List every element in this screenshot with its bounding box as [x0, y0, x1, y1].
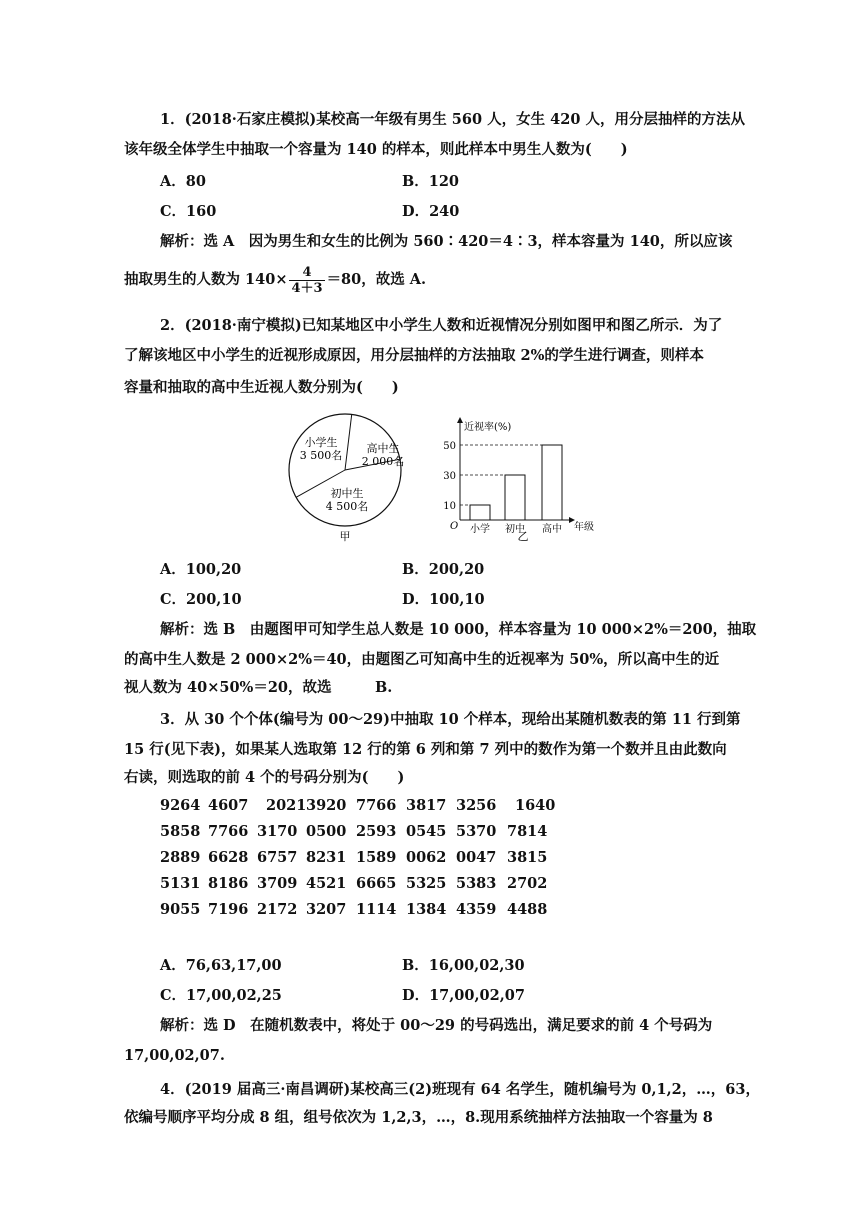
q3-line2: 15 行(见下表)，如果某人选取第 12 行的第 6 列和第 7 列中的数作为第一个数并且由此数向	[124, 741, 727, 758]
pie-label-high-count: 2 000名	[361, 455, 405, 468]
table-cell: 5858	[160, 823, 201, 840]
table-cell: 0047	[456, 849, 497, 866]
pie-slice-boundary	[345, 414, 352, 470]
pie-chart-jia	[285, 412, 415, 547]
q4-source: (2019 届高三·南昌调研)	[184, 1081, 351, 1098]
x-tick-label: 小学	[470, 524, 490, 535]
origin-label: O	[450, 521, 459, 532]
q2-line3: 容量和抽取的高中生近视人数分别为( )	[124, 379, 399, 396]
table-cell: 1640	[515, 797, 556, 814]
q3-option-a: A．76,63,17,00	[160, 957, 282, 974]
table-cell: 4488	[507, 901, 548, 918]
table-cell: 1384	[406, 901, 447, 918]
table-cell: 0500	[306, 823, 347, 840]
table-cell: 3207	[306, 901, 347, 918]
table-cell: 2593	[356, 823, 397, 840]
table-cell: 5131	[160, 875, 201, 892]
pie-label-primary-name: 小学生	[304, 436, 338, 449]
q3-line1	[160, 710, 741, 730]
q2-number: 2．	[160, 317, 185, 334]
q2-option-d: D．100,10	[402, 591, 485, 608]
bar-chart-yi	[432, 412, 612, 547]
q1-solution-line1	[160, 232, 732, 252]
table-cell: 4359	[456, 901, 497, 918]
table-cell: 2889	[160, 849, 201, 866]
table-cell: 9264	[160, 797, 201, 814]
q2-option-c: C．200,10	[160, 591, 242, 608]
table-cell: 1114	[356, 901, 397, 918]
q3-text1: 从 30 个个体(编号为 00～29)中抽取 10 个样本，现给出某随机数表的第 11 行到第	[184, 711, 741, 728]
q1-line1	[160, 110, 745, 130]
q1-line2: 该年级全体学生中抽取一个容量为 140 的样本，则此样本中男生人数为( )	[124, 141, 628, 158]
pie-label-middle-count: 4 500名	[325, 500, 369, 513]
table-cell: 3170	[257, 823, 298, 840]
table-cell: 5325	[406, 875, 447, 892]
y-tick-label: 10	[443, 501, 456, 512]
table-cell: 9055	[160, 901, 201, 918]
table-cell: 0545	[406, 823, 447, 840]
q3-solution1: 选 D 在随机数表中，将处于 00～29 的号码选出，满足要求的前 4 个号码为	[203, 1017, 713, 1034]
pie-caption: 甲	[339, 530, 351, 543]
q2-solution-line1	[160, 620, 756, 640]
q2-solution-line3: 视人数为 40×50%＝20，故选 B.	[124, 679, 393, 696]
q1-option-a: A．80	[160, 173, 206, 190]
x-tick-label: 初中	[505, 524, 525, 535]
q1-solution2a: 抽取男生的人数为 140×	[124, 271, 288, 288]
q1-text1: 某校高一年级有男生 560 人，女生 420 人，用分层抽样的方法从	[316, 111, 745, 128]
bar-caption: 乙	[517, 530, 529, 543]
q1-solution2b: ＝80，故选 A.	[326, 271, 427, 288]
x-tick-label: 高中	[542, 524, 562, 535]
table-cell: 2021	[266, 797, 307, 814]
table-cell: 2172	[257, 901, 298, 918]
q3-option-c: C．17,00,02,25	[160, 987, 282, 1004]
table-cell: 5383	[456, 875, 497, 892]
bar-初中	[505, 475, 525, 520]
table-cell: 3709	[257, 875, 298, 892]
pie-label-high-name: 高中生	[366, 442, 400, 455]
table-cell: 5370	[456, 823, 497, 840]
q4-text1: 某校高三(2)班现有 64 名学生，随机编号为 0,1,2，…，63，	[350, 1081, 760, 1098]
table-cell: 3920	[306, 797, 347, 814]
q2-line2: 了解该地区中小学生的近视形成原因，用分层抽样的方法抽取 2%的学生进行调查，则样本	[124, 347, 704, 364]
y-tick-label: 50	[443, 441, 456, 452]
q1-solution-label: 解析：	[160, 233, 204, 250]
q3-solution-label: 解析：	[160, 1017, 204, 1034]
table-cell: 3256	[456, 797, 497, 814]
pie-label-primary-count: 3 500名	[299, 449, 343, 462]
q1-option-c: C．160	[160, 203, 217, 220]
q2-source: (2018·南宁模拟)	[184, 317, 302, 334]
bar-高中	[542, 445, 562, 520]
q2-solution-label: 解析：	[160, 621, 204, 638]
y-axis-label: 近视率(%)	[464, 422, 512, 433]
table-cell: 8231	[306, 849, 347, 866]
q3-line3: 右读，则选取的前 4 个的号码分别为( )	[124, 769, 405, 786]
fraction-denominator: 4＋3	[291, 280, 323, 296]
table-cell: 0062	[406, 849, 447, 866]
q2-option-a: A．100,20	[160, 561, 242, 578]
table-cell: 7766	[208, 823, 249, 840]
fraction-numerator: 4	[289, 265, 324, 281]
table-cell: 7814	[507, 823, 548, 840]
q3-number: 3．	[160, 711, 185, 728]
q3-solution-line1	[160, 1016, 712, 1036]
q2-solution-line2: 的高中生人数是 2 000×2%＝40，由题图乙可知高中生的近视率为 50%，所以高中生的近	[124, 651, 720, 668]
q4-number: 4．	[160, 1081, 185, 1098]
q3-option-d: D．17,00,02,07	[402, 987, 525, 1004]
q1-solution-line2	[124, 262, 426, 298]
q4-line2: 依编号顺序平均分成 8 组，组号依次为 1,2,3，…，8.现用系统抽样方法抽取一个容量为 8	[124, 1109, 713, 1126]
q1-option-b: B．120	[402, 173, 460, 190]
q3-option-b: B．16,00,02,30	[402, 957, 525, 974]
q1-number: 1．	[160, 111, 185, 128]
q2-line1	[160, 316, 722, 336]
table-cell: 8186	[208, 875, 249, 892]
table-cell: 7196	[208, 901, 249, 918]
q2-text1: 已知某地区中小学生人数和近视情况分别如图甲和图乙所示．为了	[301, 317, 723, 334]
pie-label-middle-name: 初中生	[330, 487, 364, 500]
q3-solution-line2: 17,00,02,07.	[124, 1047, 225, 1064]
table-cell: 6628	[208, 849, 249, 866]
x-axis-label: 年级	[574, 522, 594, 533]
table-cell: 6757	[257, 849, 298, 866]
q1-solution1: 选 A 因为男生和女生的比例为 560∶420＝4∶3，样本容量为 140，所以应该	[203, 233, 733, 250]
bar-小学	[470, 505, 490, 520]
table-cell: 3817	[406, 797, 447, 814]
q1-fraction	[289, 265, 324, 296]
table-cell: 7766	[356, 797, 397, 814]
table-cell: 4607	[208, 797, 249, 814]
q4-line1	[160, 1080, 760, 1100]
y-tick-label: 30	[443, 471, 456, 482]
q1-source: (2018·石家庄模拟)	[184, 111, 317, 128]
q2-solution1: 选 B 由题图甲可知学生总人数是 10 000，样本容量为 10 000×2%＝200，抽取	[203, 621, 757, 638]
table-cell: 6665	[356, 875, 397, 892]
table-cell: 1589	[356, 849, 397, 866]
table-cell: 4521	[306, 875, 347, 892]
q2-option-b: B．200,20	[402, 561, 485, 578]
table-cell: 3815	[507, 849, 548, 866]
bar-marks	[443, 441, 562, 535]
table-cell: 2702	[507, 875, 548, 892]
q1-option-d: D．240	[402, 203, 460, 220]
